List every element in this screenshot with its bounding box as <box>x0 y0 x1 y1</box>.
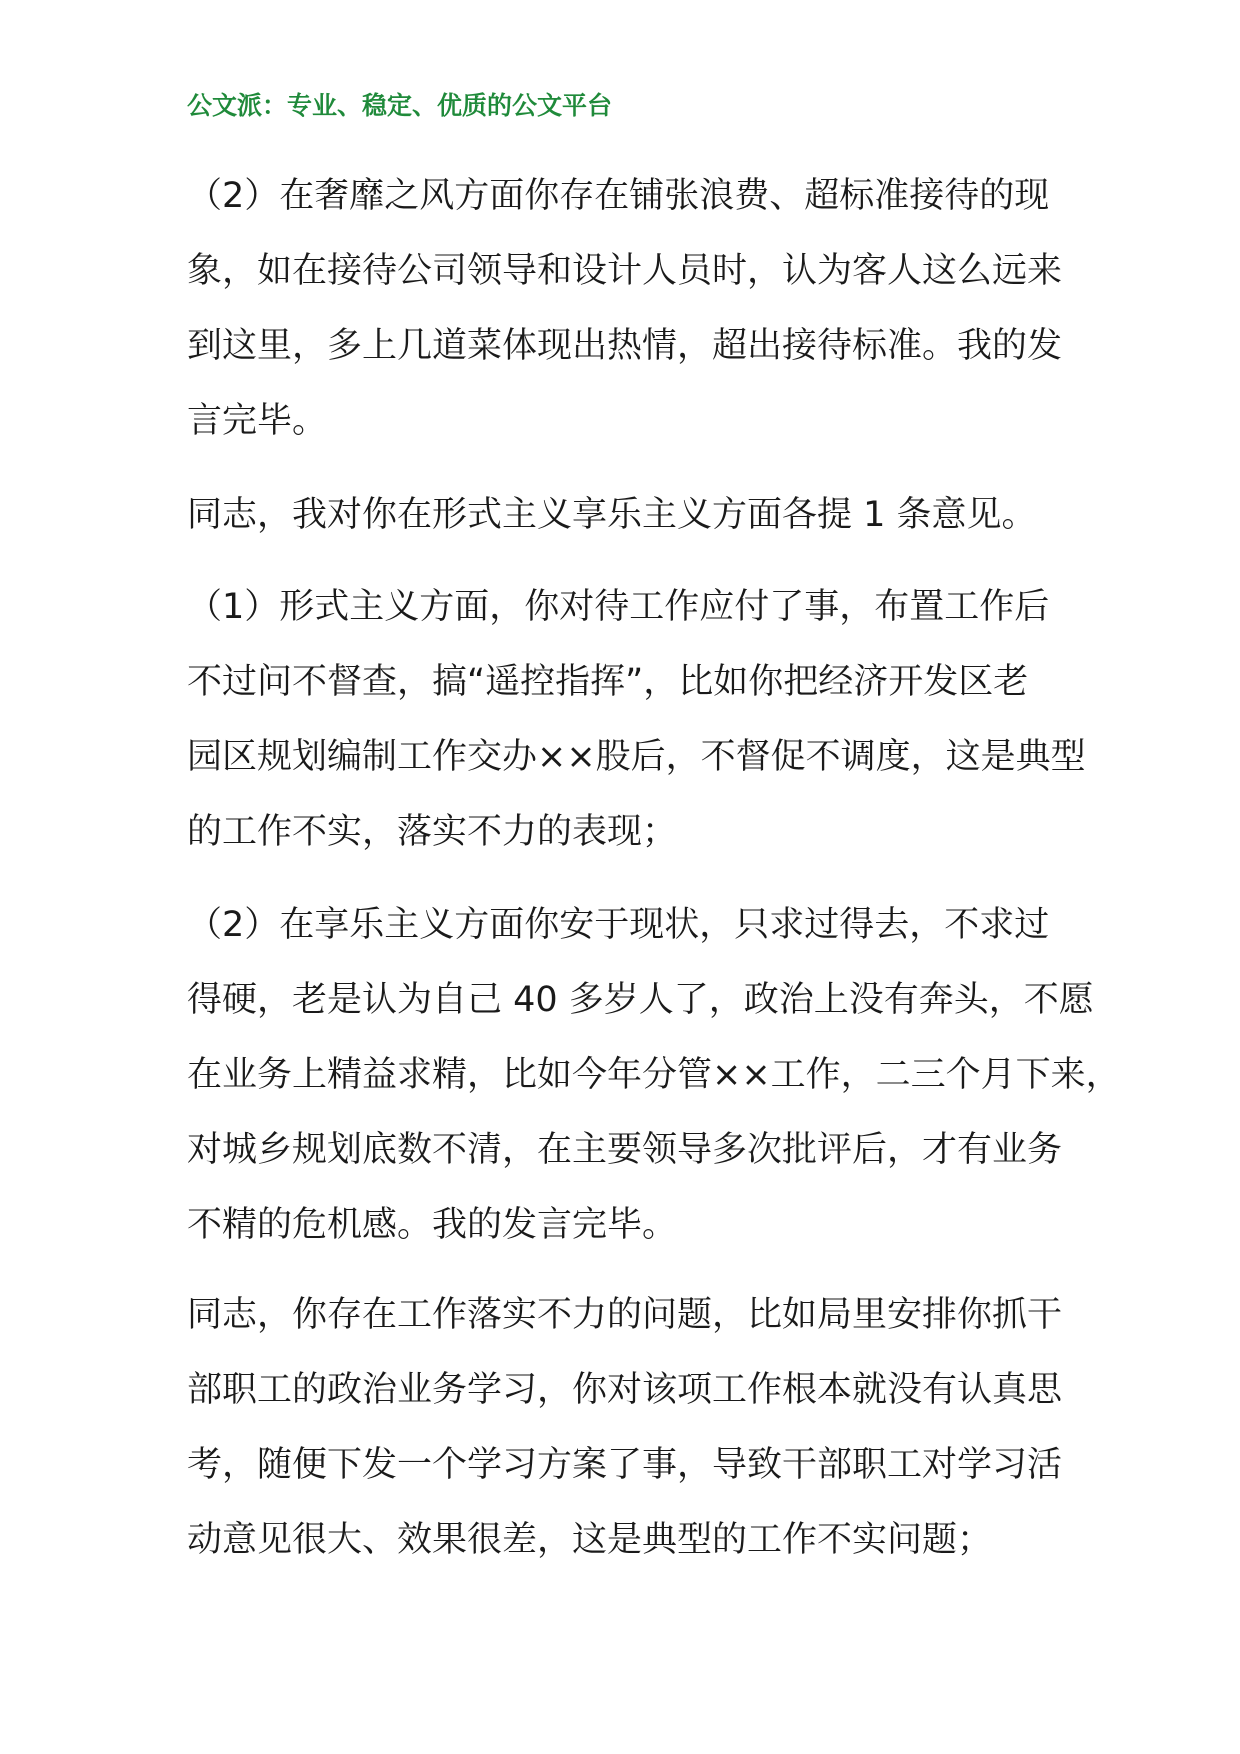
text-line: 得硬，老是认为自己 40 多岁人了，政治上没有奔头，不愿 <box>187 980 1094 1020</box>
paragraph-implementation-issue <box>187 1278 1067 1578</box>
text-line: （1）形式主义方面，你对待工作应付了事，布置工作后 <box>187 587 1050 627</box>
paragraph-formalism <box>187 570 1086 870</box>
text-line: 不过问不督查，搞“遥控指挥”，比如你把经济开发区老 <box>187 662 1029 702</box>
text-line: 园区规划编制工作交办××股后，不督促不调度，这是典型 <box>187 737 1086 777</box>
text-line: 不精的危机感。我的发言完毕。 <box>187 1205 678 1245</box>
paragraph-hedonism <box>187 888 1121 1263</box>
text-line: 考，随便下发一个学习方案了事，导致干部职工对学习活 <box>187 1445 1063 1485</box>
text-line: （2）在奢靡之风方面你存在铺张浪费、超标准接待的现 <box>187 176 1050 216</box>
text-line: 对城乡规划底数不清，在主要领导多次批评后，才有业务 <box>187 1130 1063 1170</box>
page-header-title: 公文派：专业、稳定、优质的公文平台 <box>187 91 613 120</box>
text-line: 在业务上精益求精，比如今年分管××工作，二三个月下来， <box>187 1055 1121 1095</box>
text-line: 到这里，多上几道菜体现出热情，超出接待标准。我的发 <box>187 326 1063 366</box>
text-line: 同志，我对你在形式主义享乐主义方面各提 1 条意见。 <box>187 495 1037 535</box>
paragraph-intro-opinions <box>187 478 1067 553</box>
text-line: 言完毕。 <box>187 401 328 441</box>
text-line: 部职工的政治业务学习，你对该项工作根本就没有认真思 <box>187 1370 1063 1410</box>
text-line: 象，如在接待公司领导和设计人员时，认为客人这么远来 <box>187 251 1063 291</box>
text-line: （2）在享乐主义方面你安于现状，只求过得去，不求过 <box>187 905 1050 945</box>
paragraph-luxury-issue <box>187 159 1067 459</box>
text-line: 动意见很大、效果很差，这是典型的工作不实问题； <box>187 1520 993 1560</box>
text-line: 同志，你存在工作落实不力的问题，比如局里安排你抓干 <box>187 1295 1063 1335</box>
text-line: 的工作不实，落实不力的表现； <box>187 812 678 852</box>
